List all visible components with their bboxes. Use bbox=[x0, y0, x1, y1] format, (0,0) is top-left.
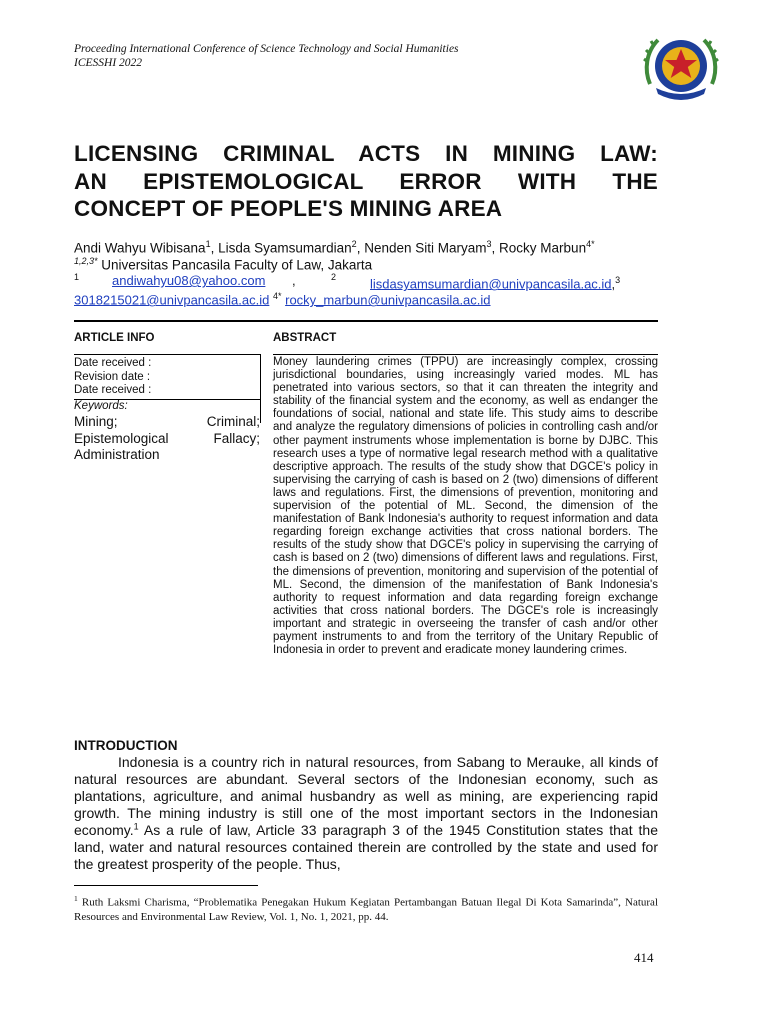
abstract-rule bbox=[273, 354, 658, 355]
affiliation bbox=[74, 253, 372, 274]
proceeding-code: ICESSHI 2022 bbox=[74, 57, 143, 69]
email-sup: 2 bbox=[331, 272, 337, 282]
affiliation-sup: 1,2,3* bbox=[74, 256, 98, 266]
email-link-4[interactable]: rocky_marbun@univpancasila.ac.id bbox=[285, 292, 491, 308]
introduction-body: As a rule of law, Article 33 paragraph 3 of the 1945 Constitution states that the land, water and natural resources contained therein are controlled by the state and used for the greatest prosperity of the people. Thus, bbox=[74, 822, 658, 872]
article-info-heading: ARTICLE INFO bbox=[74, 332, 155, 344]
date-received: Date received : bbox=[74, 384, 152, 396]
author-sup: 2 bbox=[351, 239, 357, 249]
email-link-3[interactable]: 3018215021@univpancasila.ac.id bbox=[74, 292, 270, 308]
email-sup: 3 bbox=[615, 275, 621, 285]
email-sup: 1 bbox=[74, 272, 80, 282]
keywords-label: Keywords: bbox=[74, 400, 128, 412]
abstract-heading: ABSTRACT bbox=[273, 332, 337, 344]
email-link-1[interactable]: andiwahyu08@yahoo.com bbox=[112, 273, 266, 288]
proceeding-header bbox=[74, 42, 459, 70]
info-box-border bbox=[260, 354, 261, 423]
keywords-line: Mining; Criminal; bbox=[74, 414, 260, 429]
proceeding-title: Proceeding International Conference of Science Technology and Social Humanities bbox=[74, 43, 459, 55]
frame-top-rule bbox=[74, 320, 658, 322]
author-sup: 4* bbox=[586, 239, 595, 249]
author-sup: 3 bbox=[486, 239, 492, 249]
author-name: Andi Wahyu Wibisana bbox=[74, 240, 206, 256]
footnote-ref[interactable]: 1 bbox=[133, 821, 139, 832]
paper-title bbox=[74, 140, 658, 223]
abstract-text: Money laundering crimes (TPPU) are increasingly complex, crossing jurisdictional boundaries, using increasingly varied modes. ML has penetrated into various sectors, so that it can threaten the integrity and stability of the financial system and the economy, as well as endanger the foundations of social, national and state life. This study aims to describe and analyze the regulatory dimensions of policies in controlling cash and/or other payment instruments whose implementation is borne by DJBC. This research uses a type of normative legal research method with a qualitative descriptive approach. The results of the study show that DGCE's policy in supervising the carrying of cash is based on 2 (two) dimensions of different laws and regulations. First, the dimensions of prevention, monitoring and supervision of the potential of ML. Second, the dimension of the manifestation of Bank Indonesia's authority to request information and data regarding foreign exchange activities that cross national borders. The results of the study show that DGCE's policy in supervising the carrying of cash is based on 2 (two) dimensions of different laws and regulations. First, the dimensions of prevention, monitoring and supervision of the potential of ML. Second, the dimension of the manifestation of Bank Indonesia's authority to request information and data regarding foreign exchange activities that cross national borders. The DGCE's role is increasingly important and strategic in overseeing the transfer of cash and/or other payment instruments to and from the territory of the Unitary Republic of Indonesia in order to prevent and eradicate money laundering crimes. bbox=[273, 356, 658, 657]
footnote-number: 1 bbox=[74, 894, 78, 903]
keywords bbox=[74, 414, 260, 464]
email-link-2[interactable]: lisdasyamsumardian@univpancasila.ac.id bbox=[370, 276, 612, 292]
author-name: Lisda Syamsumardian bbox=[218, 240, 352, 256]
keywords-line: Administration bbox=[74, 447, 160, 462]
page-number: 414 bbox=[634, 950, 654, 965]
author-sep: , bbox=[210, 240, 219, 256]
university-logo bbox=[640, 26, 722, 108]
affiliation-text: Universitas Pancasila Faculty of Law, Jakarta bbox=[101, 257, 373, 273]
author-sep: , bbox=[491, 240, 500, 256]
author-sup: 1 bbox=[205, 239, 211, 249]
footnote-text: Ruth Laksmi Charisma, “Problematika Penegakan Hukum Kegiatan Pertambangan Batuan Ilegal Di Kota Samarinda”, Natural Resources and Environmental Law Review, Vol. 1, No. 1, 2021, pp. 44. bbox=[74, 896, 658, 924]
footnote-rule bbox=[74, 885, 258, 886]
author-name: Nenden Siti Maryam bbox=[364, 240, 487, 256]
article-dates bbox=[74, 357, 260, 398]
revision-date: Revision date : bbox=[74, 370, 151, 383]
article-info-rule bbox=[74, 354, 260, 355]
author-sep: , bbox=[356, 240, 365, 256]
title-line: CONCEPT OF PEOPLE'S MINING AREA bbox=[74, 196, 503, 221]
author-name: Rocky Marbun bbox=[499, 240, 587, 256]
title-line: LICENSING CRIMINAL ACTS IN MINING LAW: bbox=[74, 141, 658, 166]
email-sep: , bbox=[611, 276, 616, 292]
email-sep: , bbox=[292, 273, 296, 288]
title-line: AN EPISTEMOLOGICAL ERROR WITH THE bbox=[74, 168, 658, 194]
footnote bbox=[74, 892, 658, 925]
date-received: Date received : bbox=[74, 357, 152, 369]
keywords-line: Epistemological Fallacy; bbox=[74, 430, 260, 446]
email-sup: 4* bbox=[272, 291, 282, 301]
introduction-body: Indonesia is a country rich in natural resources, from Sabang to Merauke, all kinds of natural resources are abundant. Several sectors of the Indonesian economy, such as plantations, agriculture, and animal husbandry as well as mining, are experiencing rapid growth. The mining industry is still one of the most important sectors in the Indonesian economy. bbox=[74, 754, 658, 838]
introduction-heading: INTRODUCTION bbox=[74, 738, 178, 753]
introduction-text bbox=[74, 754, 658, 873]
